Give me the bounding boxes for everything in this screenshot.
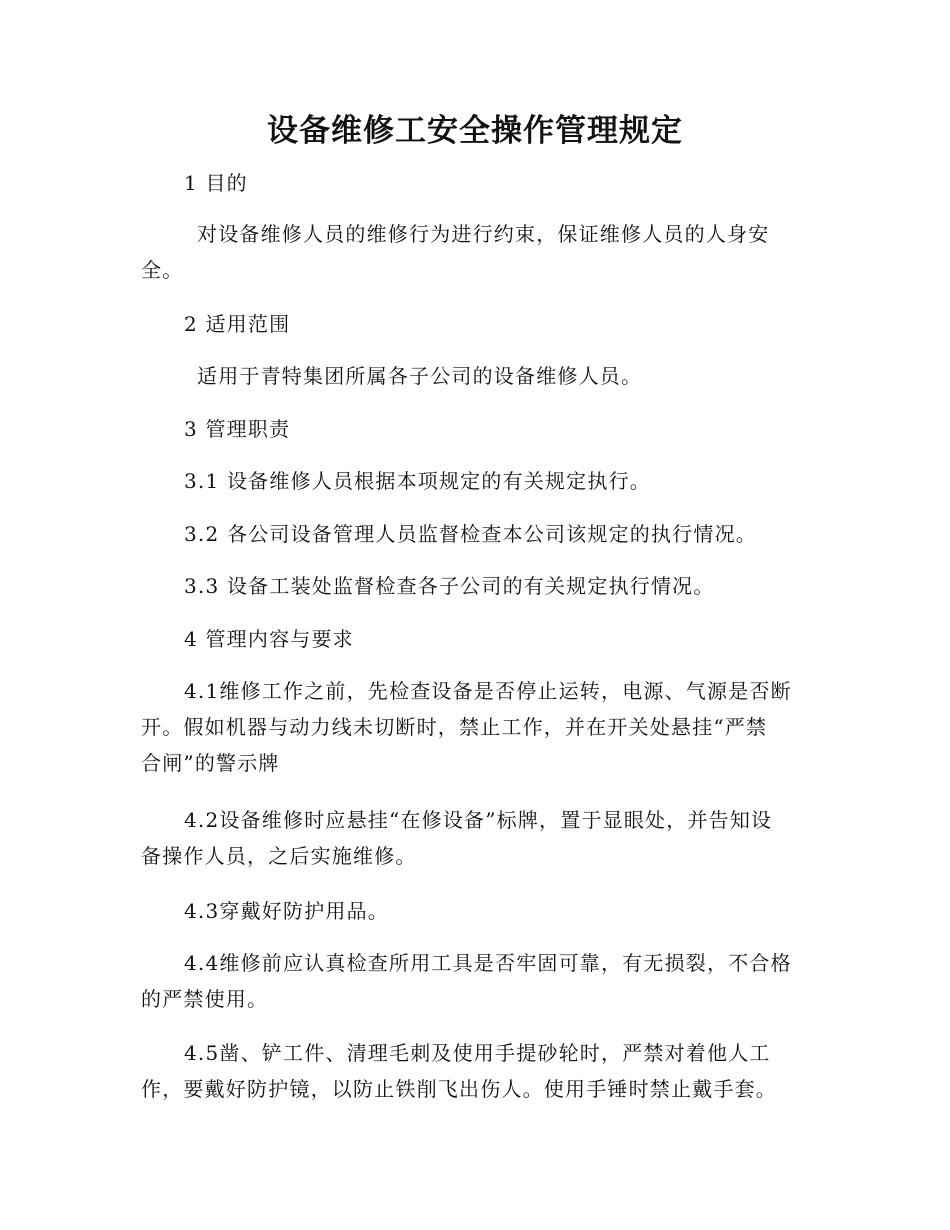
paragraph-line: 4.5凿、铲工件、清理毛刺及使用手提砂轮时，严禁对着他人工 — [184, 1041, 771, 1065]
paragraph-line: 4.2设备维修时应悬挂“在修设备”标牌，置于显眼处，并告知设 — [184, 808, 773, 832]
paragraph-line: 4.3穿戴好防护用品。 — [184, 899, 390, 923]
paragraph-line: 2 适用范围 — [184, 312, 291, 336]
paragraph-4-5 — [141, 1035, 811, 1107]
paragraph-purpose — [141, 216, 811, 288]
paragraph-line: 3.2 各公司设备管理人员监督检查本公司该规定的执行情况。 — [184, 522, 757, 546]
paragraph-line: 全。 — [141, 258, 184, 282]
paragraph-line: 作，要戴好防护镜，以防止铁削飞出伤人。使用手锤时禁止戴手套。 — [141, 1077, 777, 1101]
paragraph-4-1 — [141, 673, 811, 781]
paragraph-line: 3 管理职责 — [184, 417, 291, 441]
paragraph-scope — [141, 358, 811, 394]
paragraph-line: 适用于青特集团所属各子公司的设备维修人员。 — [197, 364, 643, 388]
paragraph-line: 4.1维修工作之前，先检查设备是否停止运转，电源、气源是否断 — [184, 679, 792, 703]
section-heading-purpose — [141, 165, 811, 201]
paragraph-line: 对设备维修人员的维修行为进行约束，保证维修人员的人身安 — [197, 222, 770, 246]
paragraph-3-2 — [141, 516, 811, 552]
paragraph-line: 1 目的 — [184, 171, 248, 195]
paragraph-line: 3.1 设备维修人员根据本项规定的有关规定执行。 — [184, 469, 651, 493]
paragraph-line: 3.3 设备工装处监督检查各子公司的有关规定执行情况。 — [184, 574, 715, 598]
paragraph-line: 合闸”的警示牌 — [141, 751, 280, 775]
section-heading-responsibilities — [141, 411, 811, 447]
paragraph-line: 备操作人员，之后实施维修。 — [141, 844, 417, 868]
paragraph-line: 开。假如机器与动力线未切断时，禁止工作，并在开关处悬挂“严禁 — [141, 715, 768, 739]
paragraph-3-1 — [141, 463, 811, 499]
paragraph-3-3 — [141, 568, 811, 604]
paragraph-line: 的严禁使用。 — [141, 987, 269, 1011]
section-heading-scope — [141, 306, 811, 342]
document-title: 设备维修工安全操作管理规定 — [267, 113, 683, 149]
paragraph-4-2 — [141, 802, 811, 874]
paragraph-line: 4 管理内容与要求 — [184, 627, 354, 651]
paragraph-4-4 — [141, 945, 811, 1017]
paragraph-4-3 — [141, 893, 811, 929]
paragraph-line: 4.4维修前应认真检查所用工具是否牢固可靠，有无损裂，不合格 — [184, 951, 792, 975]
section-heading-requirements — [141, 621, 811, 657]
